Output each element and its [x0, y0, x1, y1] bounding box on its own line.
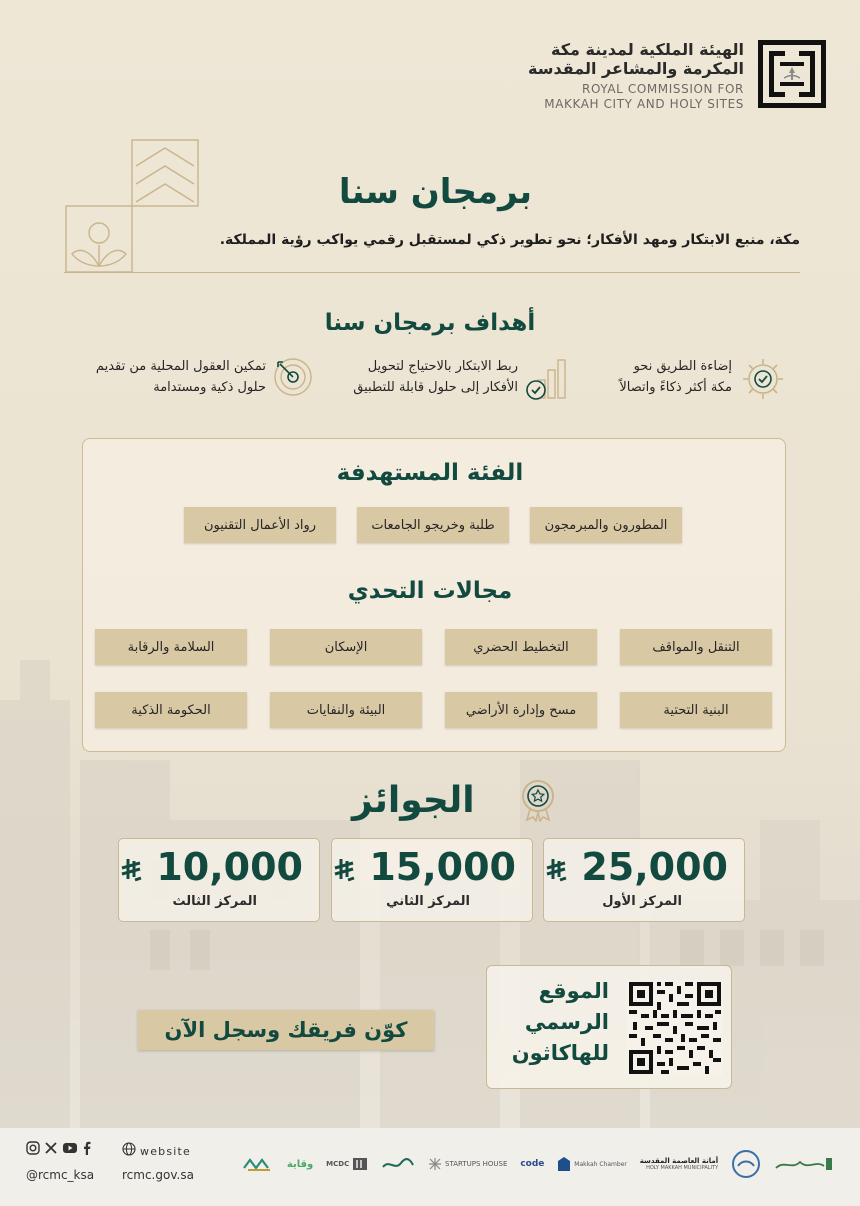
register-team-button[interactable]: كوّن فريقك وسجل الآن: [138, 1010, 434, 1050]
prize-amount-row: [119, 845, 303, 889]
challenge-tag: مسح وإدارة الأراضي: [445, 692, 597, 728]
makkah-chamber-icon: [557, 1156, 571, 1172]
x-icon[interactable]: [44, 1141, 58, 1155]
logo-arabic-line1: الهيئة الملكية لمدينة مكة: [551, 40, 744, 59]
challenge-tag: التنقل والمواقف: [620, 629, 772, 665]
audience-title: الفئة المستهدفة: [336, 460, 524, 486]
audience-tag: رواد الأعمال التقنيون: [184, 507, 336, 543]
riyal-icon: [544, 856, 568, 884]
hero-title: برمجان سنا: [338, 172, 532, 212]
prize-rank: المركز الثاني: [386, 894, 470, 909]
challenge-tag: التخطيط الحضري: [445, 629, 597, 665]
challenge-tag: السلامة والرقابة: [95, 629, 247, 665]
partner-mcdc: MCDC: [326, 1160, 350, 1168]
prize-amount: 15,000: [369, 845, 516, 889]
partner-code: code: [520, 1159, 545, 1169]
prize-amount-row: [544, 845, 728, 889]
logo-english-line1: ROYAL COMMISSION FOR: [582, 82, 744, 96]
circular-partner-logo-icon: [731, 1149, 761, 1179]
instagram-icon[interactable]: [26, 1141, 40, 1155]
challenge-tag: الإسكان: [270, 629, 422, 665]
goal-1-line2: مكة أكثر ذكاءً واتصالاً: [619, 380, 732, 395]
partner-logo: [287, 1159, 313, 1170]
gear-check-icon: [740, 356, 786, 402]
award-badge-icon: [520, 778, 556, 822]
website-url[interactable]: rcmc.gov.sa: [122, 1168, 194, 1182]
challenge-tag: الحكومة الذكية: [95, 692, 247, 728]
prize-card: [118, 838, 320, 922]
hero-divider: [64, 272, 800, 273]
challenges-title: مجالات التحدي: [347, 578, 513, 604]
prizes-title: الجوائز: [352, 780, 475, 821]
mcdc-logo-icon: [352, 1156, 368, 1172]
partner-logos: [242, 1150, 834, 1178]
goal-3-line2: حلول ذكية ومستدامة: [153, 380, 266, 395]
prize-card: [543, 838, 745, 922]
qr-label-line3: للهاكاثون: [511, 1041, 609, 1065]
prize-card: [331, 838, 533, 922]
goal-3-line1: تمكين العقول المحلية من تقديم: [95, 359, 266, 374]
goal-item: [600, 352, 790, 408]
website-label: website: [140, 1145, 192, 1158]
youtube-icon[interactable]: [62, 1141, 78, 1155]
goal-item: [340, 352, 572, 408]
goal-2-line2: الأفكار إلى حلول قابلة للتطبيق: [353, 380, 518, 395]
challenge-tag: البيئة والنفايات: [270, 692, 422, 728]
prize-amount-row: [332, 845, 516, 889]
goals-title: أهداف برمجان سنا: [324, 310, 536, 336]
social-icons: [26, 1141, 92, 1155]
goal-2-line1: ربط الابتكار بالاحتياج لتحويل: [367, 359, 518, 374]
social-handle[interactable]: @rcmc_ksa: [26, 1168, 95, 1182]
partner-startups-house: STARTUPS HOUSE: [445, 1160, 508, 1168]
target-icon: [270, 354, 316, 400]
challenge-tag: البنية التحتية: [620, 692, 772, 728]
logo-english-line2: MAKKAH CITY AND HOLY SITES: [544, 97, 744, 111]
prize-amount: 10,000: [156, 845, 303, 889]
partner-logo: [557, 1156, 627, 1172]
audience-tag: طلبة وخريجو الجامعات: [357, 507, 509, 543]
partner-logo: [428, 1157, 507, 1171]
prize-amount: 25,000: [581, 845, 728, 889]
partner-logo: [326, 1156, 368, 1172]
partner-logo: [520, 1159, 544, 1169]
partner-logo-icon: [242, 1156, 274, 1172]
logo-arabic-line2: المكرمة والمشاعر المقدسة: [528, 59, 744, 78]
growth-check-icon: [522, 356, 568, 402]
partner-municipality-ar: أمانة العاصمة المقدسة: [639, 1157, 719, 1165]
royal-commission-logo-icon: [758, 40, 826, 108]
goal-item: [80, 352, 316, 408]
audience-tag: المطورون والمبرمجون: [530, 507, 682, 543]
qr-label: [512, 976, 609, 1069]
ministry-logo-icon: [774, 1154, 834, 1174]
facebook-icon[interactable]: [82, 1141, 92, 1155]
hero-subtitle: مكة، منبع الابتكار ومهد الأفكار؛ نحو تطوير ذكي لمستقبل رقمي يواكب رؤية المملكة.: [219, 232, 800, 248]
globe-icon: [122, 1142, 136, 1156]
prize-rank: المركز الثالث: [172, 894, 257, 909]
partner-logo: [640, 1157, 718, 1171]
qr-card[interactable]: [486, 965, 732, 1089]
partner-makkah-chamber: Makkah Chamber: [574, 1160, 627, 1168]
partner-wiqaya: وقاية: [286, 1158, 314, 1170]
goal-1-line1: إضاءة الطريق نحو: [633, 359, 732, 374]
prize-rank: المركز الأول: [602, 894, 682, 909]
qr-code-icon[interactable]: [627, 980, 723, 1076]
startups-house-icon: [428, 1157, 442, 1171]
riyal-icon: [119, 856, 143, 884]
qr-label-line1: الموقع: [538, 979, 609, 1003]
masar-logo-icon: [381, 1155, 415, 1173]
partner-municipality-en: HOLY MAKKAH MUNICIPALITY: [646, 1165, 719, 1171]
riyal-icon: [332, 856, 356, 884]
qr-label-line2: الرسمي: [524, 1010, 609, 1034]
decorative-growth-icon: [64, 138, 200, 274]
